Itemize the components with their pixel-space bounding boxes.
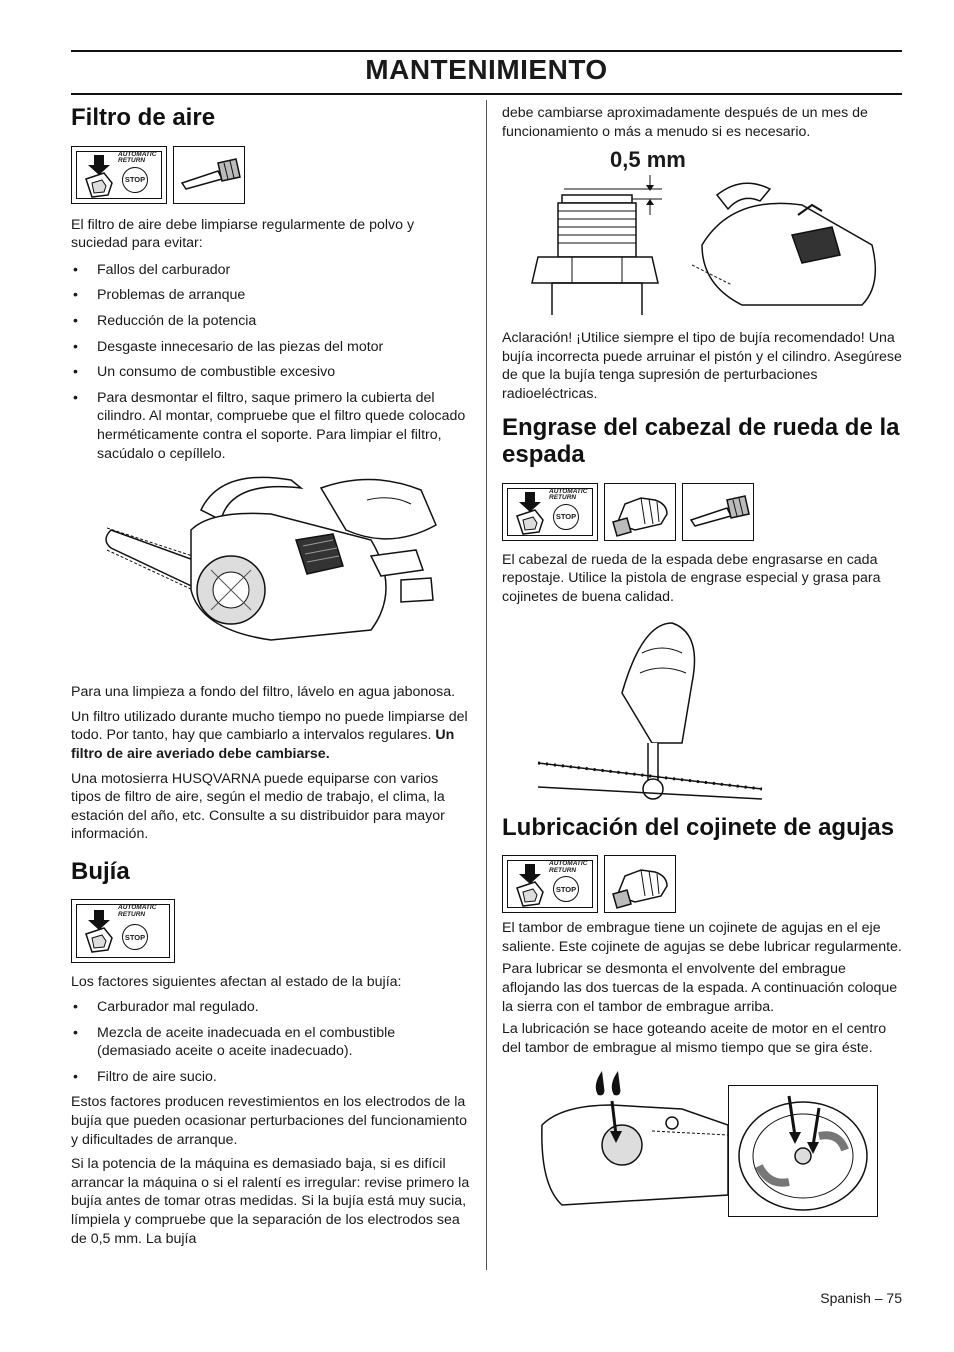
filtro-p2-bold: Un filtro de aire averiado debe cambiarse. [71,727,455,762]
automatic-return-stop-icon [71,899,175,963]
section-heading-filtro: Filtro de aire [71,104,216,131]
clutch-drum-closeup [728,1085,878,1217]
list-item: • Fallos del carburador [71,261,471,280]
filtro-bullets [71,261,471,463]
brush-tool-icon [173,146,245,204]
title-rule [71,93,902,95]
section-heading-engrase: Engrase del cabezal de rueda de la espada [502,413,900,469]
bujia-bullets [71,998,471,1086]
page-footer: Spanish – 75 [820,1290,902,1306]
grease-gun-illustration [502,613,902,809]
chainsaw-air-filter-illustration [71,470,471,670]
bujia-p3: Aclaración! ¡Utilice siempre el tipo de bujía recomendado! Una bujía incorrecta puede arruinar el pistón y el cilindro. Asegúrese de que la bujía tenga supresión de perturbaciones radioeléctricas. [502,330,902,402]
list-item: • Desgaste innecesario de las piezas del motor [71,338,471,357]
clutch-drum-figures [502,1065,902,1215]
filtro-icons [71,146,471,204]
section-heading-bujia: Bujía [71,857,130,885]
automatic-return-label: AUTOMATIC RETURN [118,904,157,918]
spark-plug-illustration [502,175,902,315]
stop-badge: STOP [553,504,579,530]
stop-badge: STOP [553,876,579,902]
automatic-return-stop-icon [71,146,167,204]
right-column [502,104,902,1215]
glove-icon [604,855,676,913]
spark-plug-figure [502,147,902,317]
lubricacion-p3: La lubricación se hace goteando aceite de motor en el centro del tambor de embrague al mismo tiempo que se gira éste. [502,1021,887,1056]
list-item: • Un consumo de combustible excesivo [71,363,471,382]
automatic-return-label: AUTOMATIC RETURN [118,150,157,165]
stop-badge: STOP [122,167,148,193]
automatic-return-stop-icon [502,483,598,541]
filtro-p1: Para una limpieza a fondo del filtro, lávelo en agua jabonosa. [71,684,456,701]
filtro-intro: El filtro de aire debe limpiarse regularmente de polvo y suciedad para evitar: [71,216,415,252]
oil-drop-saw-illustration [532,1065,732,1215]
brush-tool-icon [682,483,754,541]
section-heading-lubricacion: Lubricación del cojinete de agujas [502,813,895,841]
filtro-p2: Un filtro utilizado durante mucho tiempo no puede limpiarse del todo. Por tanto, hay que cambiarlo a intervalos regulares. Un filtro de aire averiado debe cambiarse. [71,708,468,762]
bujia-p2-continued: debe cambiarse aproximadamente después de un mes de funcionamiento o más a menudo si es necesario. [502,105,868,140]
list-item: • Filtro de aire sucio. [71,1068,471,1087]
top-rule [71,50,902,52]
page-title: MANTENIMIENTO [365,54,608,85]
bujia-icons [71,899,471,963]
bujia-intro: Los factores siguientes afectan al estado de la bujía: [71,974,402,991]
list-item: • Para desmontar el filtro, saque primero la cubierta del cilindro. Al montar, compruebe que el filtro quede colocado herméticamente contra el soporte. Para limpiar el filtro, sacúdalo o cepíllelo. [71,389,471,463]
list-item: • Mezcla de aceite inadecuada en el combustible (demasiado aceite o aceite inadecuado). [71,1024,471,1061]
automatic-return-stop-icon [502,855,598,913]
engrase-p1: El cabezal de rueda de la espada debe engrasarse en cada repostaje. Utilice la pistola de engrase especial y grasa para cojinetes de buena calidad. [502,551,881,605]
lubricacion-p1: El tambor de embrague tiene un cojinete de agujas en el eje saliente. Este cojinete de agujas se debe lubricar regularmente. [502,920,902,955]
column-divider [486,100,487,1270]
automatic-return-label: AUTOMATIC RETURN [549,860,588,874]
list-item: • Reducción de la potencia [71,312,471,331]
lubricacion-icons [502,855,902,913]
filtro-p3: Una motosierra HUSQVARNA puede equiparse con varios tipos de filtro de aire, según el medio de trabajo, el clima, la estación del año, etc. Consulte a su distribuidor para mayor información. [71,770,445,843]
bujia-p1: Estos factores producen revestimientos en los electrodos de la bujía que pueden ocasionar perturbaciones del funcionamiento y dificultades de arranque. [71,1094,467,1148]
engrase-icons [502,483,902,541]
list-item: • Problemas de arranque [71,286,471,305]
list-item: • Carburador mal regulado. [71,998,471,1017]
bujia-p2: Si la potencia de la máquina es demasiado baja, si es difícil arrancar la máquina o si el ralentí es irregular: revise primero la bujía antes de tomar otras medidas. Si la bujía está muy sucia, límpiela y compruebe que la separación de los electrodos sea de 0,5 mm. La bujía [71,1156,470,1247]
automatic-return-label: AUTOMATIC RETURN [549,487,588,502]
left-column [71,104,471,1252]
gap-label: 0,5 mm [610,147,686,173]
stop-badge: STOP [122,924,148,950]
glove-icon [604,483,676,541]
lubricacion-p2: Para lubricar se desmonta el envolvente del embrague aflojando las dos tuercas de la espada. A continuación coloque la sierra con el tambor de embrague arriba. [502,961,898,1015]
